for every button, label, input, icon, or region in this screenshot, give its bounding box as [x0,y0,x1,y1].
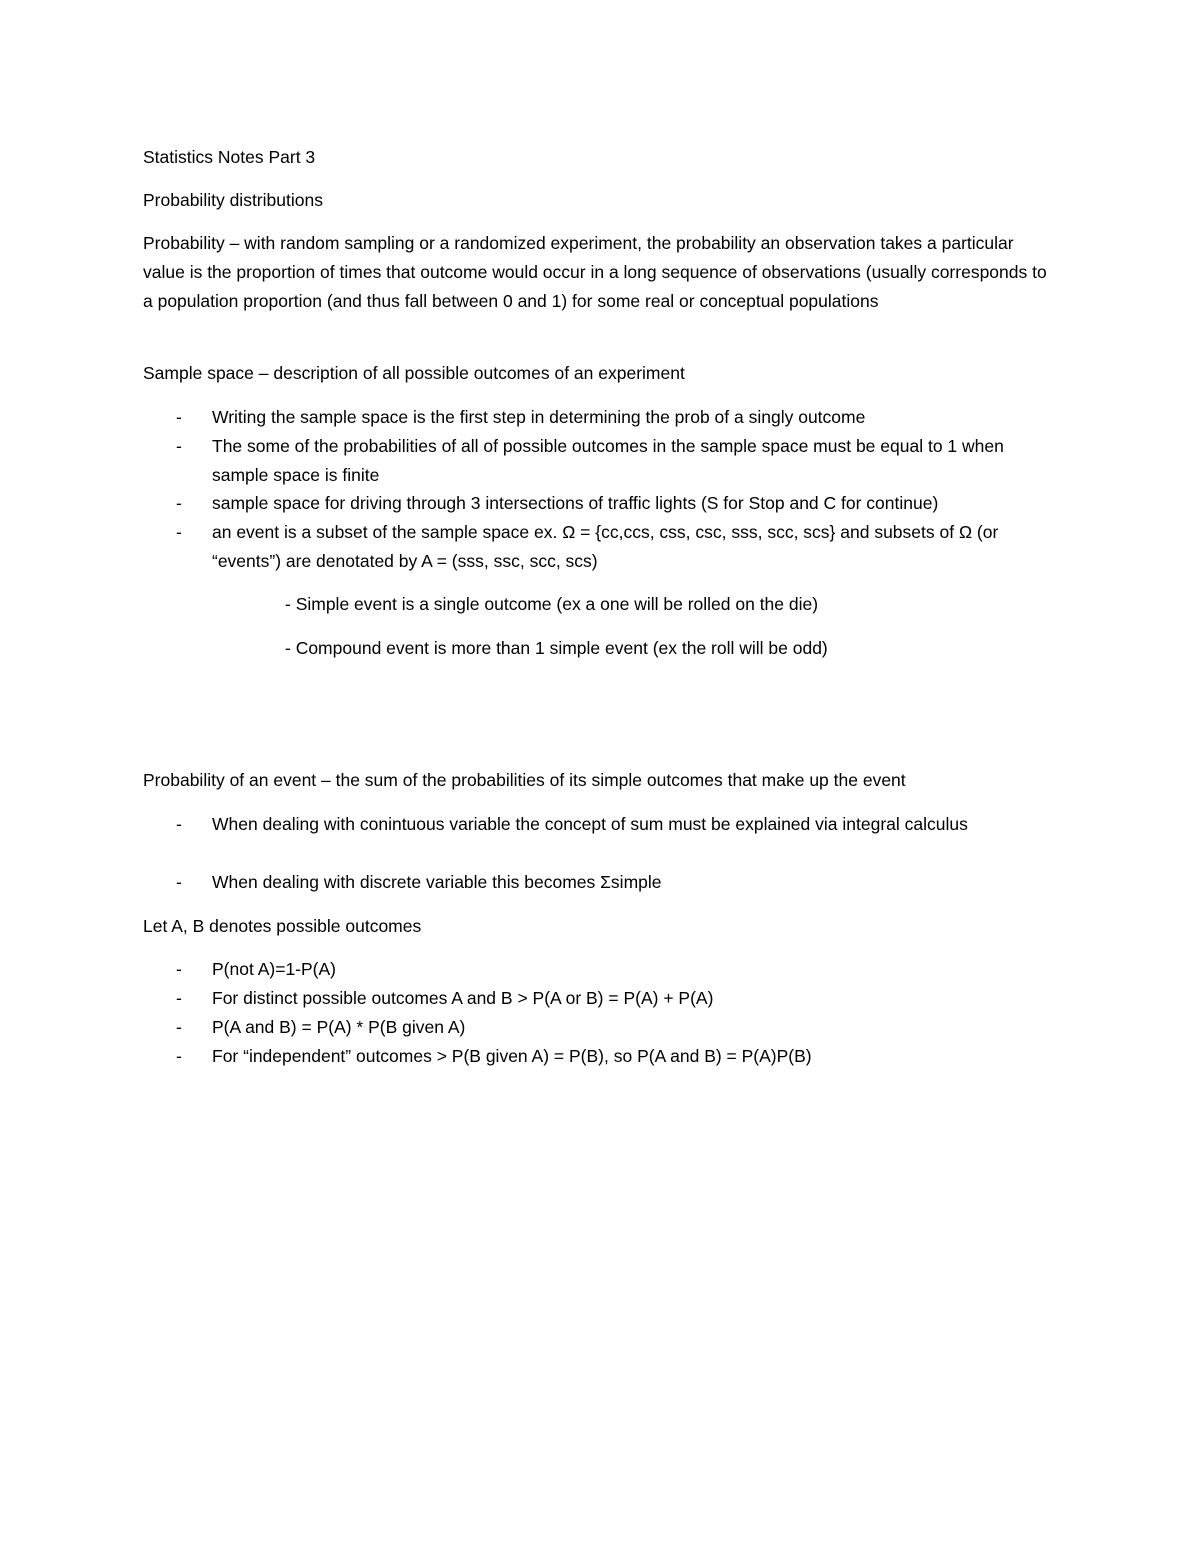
list-item-text: P(not A)=1-P(A) [212,959,337,979]
bullet-dash: - [176,814,182,834]
bullet-dash: - [176,959,182,979]
list-item-text: sample space for driving through 3 intersections of traffic lights (S for Stop and C for continue) [212,493,939,513]
page-title: Statistics Notes Part 3 [143,147,316,167]
bullet-dash: - [176,522,182,542]
list-item-text: The some of the probabilities of all of possible outcomes in the sample space must be equal to 1 when sample space is finite [212,436,1004,485]
bullet-dash: - [176,988,182,1008]
bullet-dash: - [176,1046,182,1066]
list-item-text: P(A and B) = P(A) * P(B given A) [212,1017,466,1037]
sample-space-definition: Sample space – description of all possible outcomes of an experiment [143,363,685,383]
bullet-dash: - [176,407,182,427]
list-item-text: When dealing with discrete variable this becomes Σsimple [212,872,662,892]
list-item-text: an event is a subset of the sample space ex. Ω = {cc,ccs, css, csc, sss, scc, scs} and subsets of Ω (or “events”) are denotated by A = (sss, ssc, scc, scs) [212,522,999,571]
bullet-dash: - [176,436,182,456]
list-item-text: When dealing with conintuous variable the concept of sum must be explained via integral calculus [212,814,968,834]
list-item-text: For “independent” outcomes > P(B given A) = P(B), so P(A and B) = P(A)P(B) [212,1046,812,1066]
section-heading: Probability distributions [143,190,323,210]
simple-event-note: - Simple event is a single outcome (ex a one will be rolled on the die) [285,594,819,614]
list-item-text: For distinct possible outcomes A and B > P(A or B) = P(A) + P(A) [212,988,714,1008]
rules-intro: Let A, B denotes possible outcomes [143,916,422,936]
bullet-dash: - [176,872,182,892]
bullet-dash: - [176,493,182,513]
list-item-text: Writing the sample space is the first step in determining the prob of a singly outcome [212,407,866,427]
bullet-dash: - [176,1017,182,1037]
compound-event-note: - Compound event is more than 1 simple event (ex the roll will be odd) [285,638,828,658]
probability-definition: Probability – with random sampling or a randomized experiment, the probability an observation takes a particular value is the proportion of times that outcome would occur in a long sequence of observations (usually corresponds to a population proportion (and thus fall between 0 and 1) for some real or conceptual populations [143,233,1047,311]
event-probability-definition: Probability of an event – the sum of the probabilities of its simple outcomes that make up the event [143,770,906,790]
